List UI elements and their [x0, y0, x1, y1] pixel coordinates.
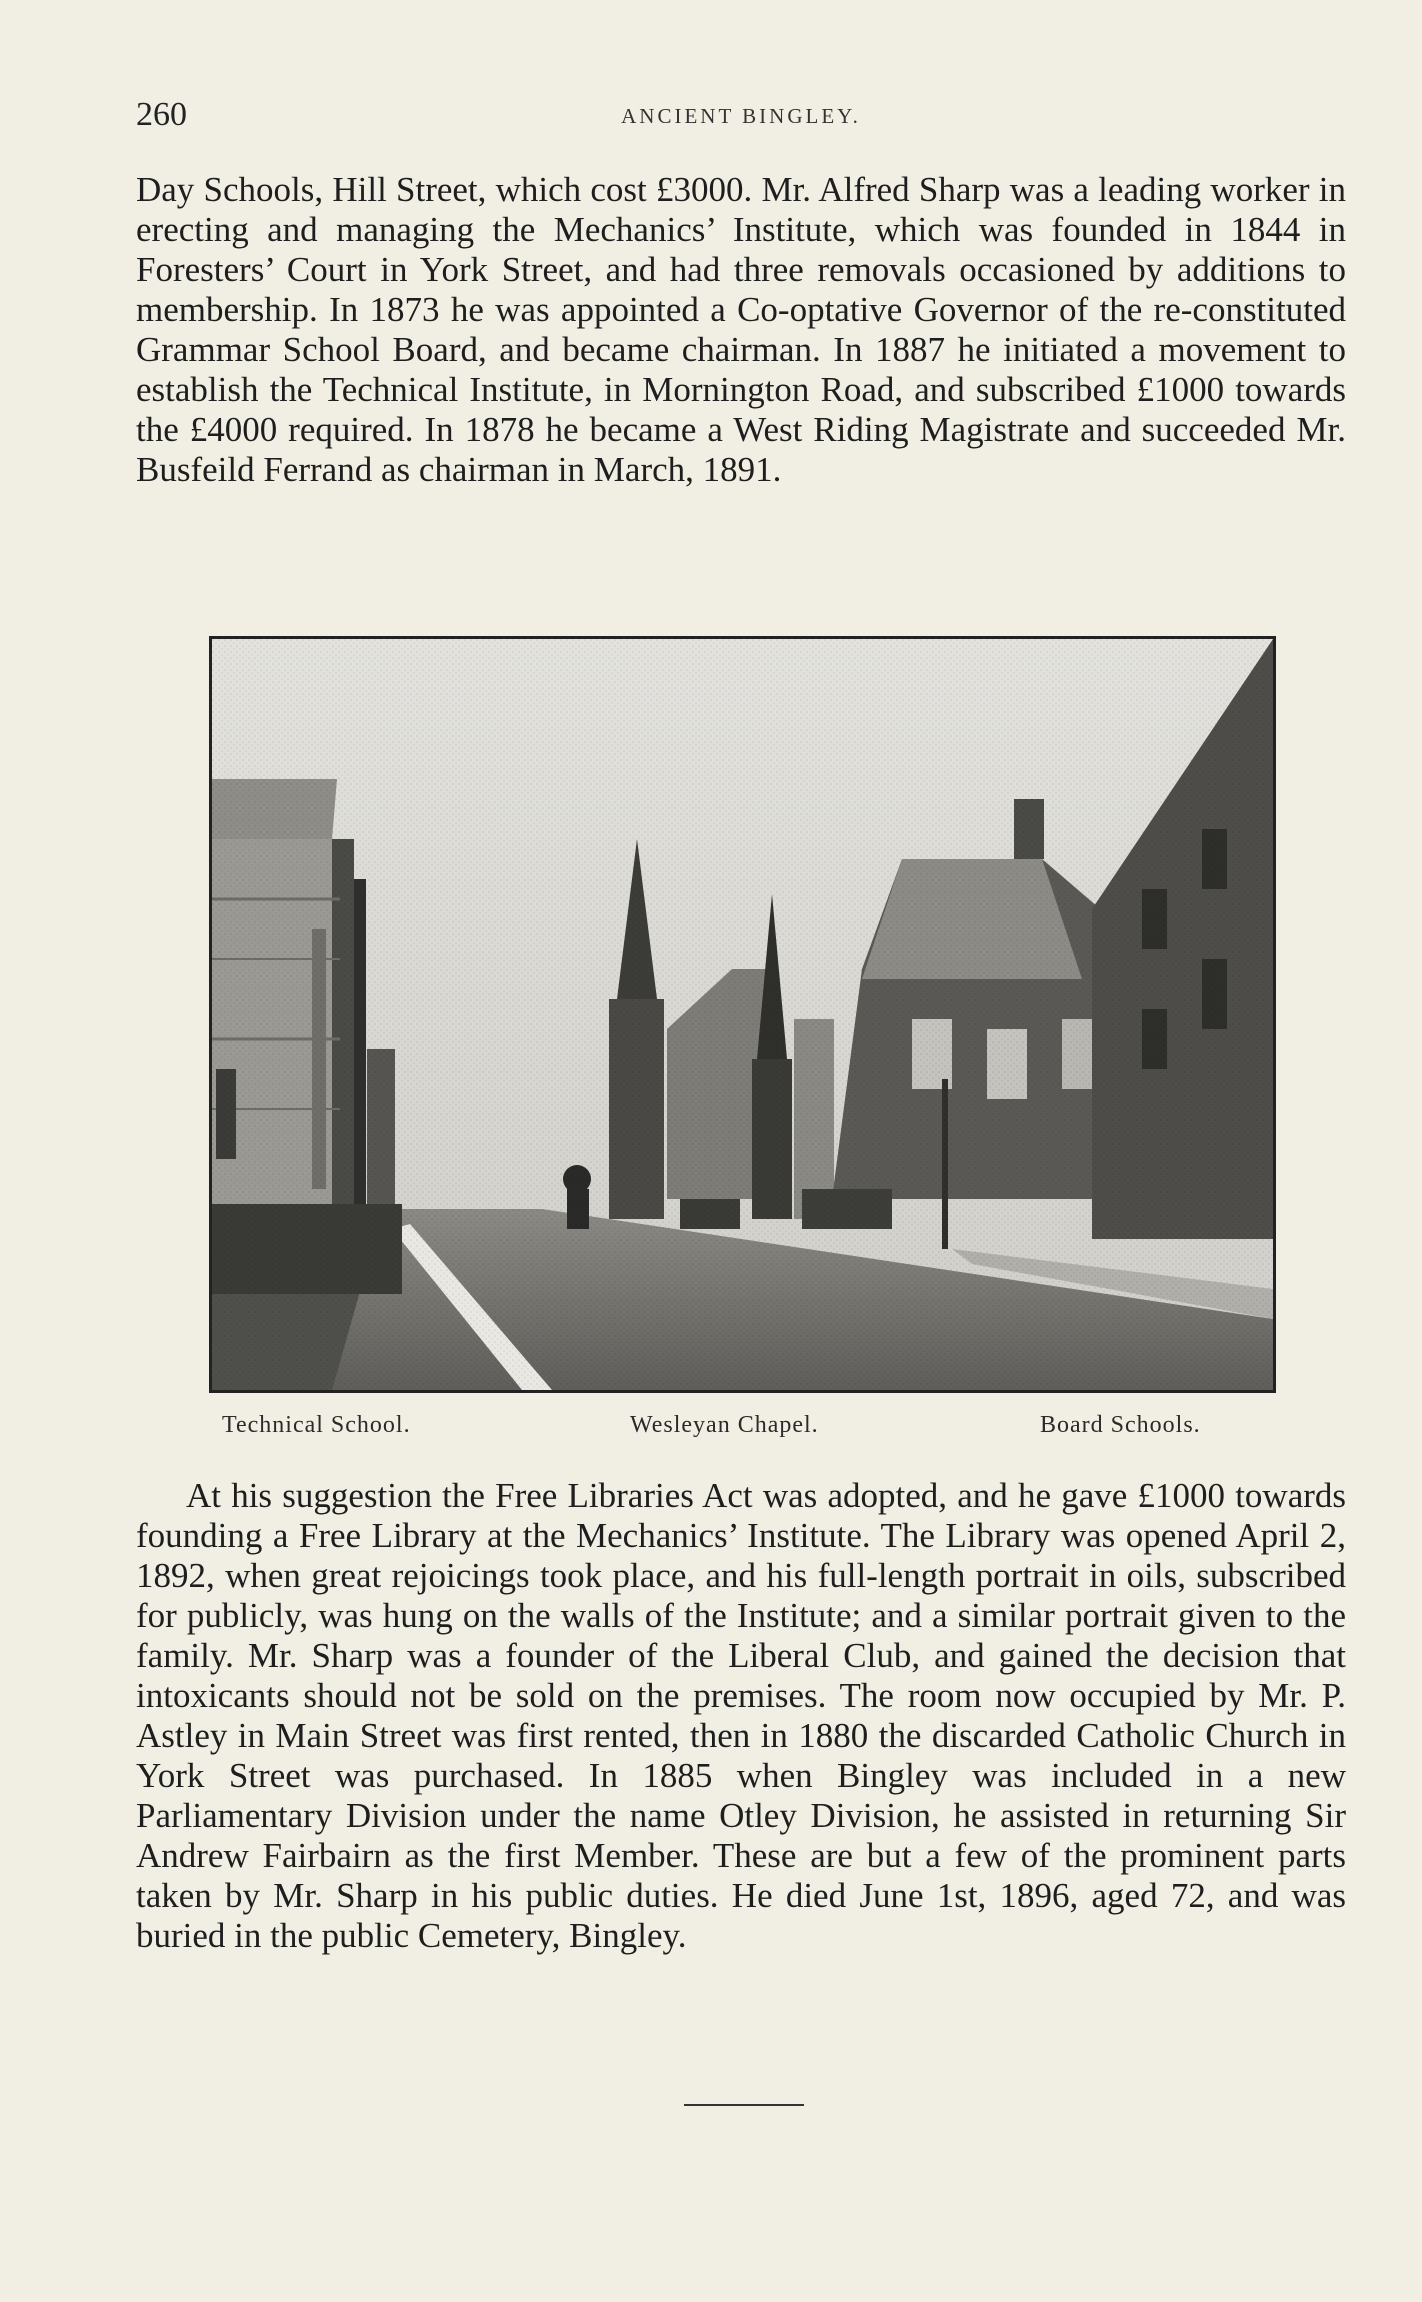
- paragraph-2: At his suggestion the Free Libraries Act was adopted, and he gave £1000 towards founding a Free Library at the Mechanics’ Institute. The Library was opened April 2, 1892, when great rejoicings took place, and his full-length portrait in oils, subscribed for publicly, was hung on the walls of the Institute; and a similar portrait given to the family. Mr. Sharp was a founder of the Liberal Club, and gained the decision that intoxicants should not be sold on the premises. The room now occupied by Mr. P. Astley in Main Street was first rented, then in 1880 the discarded Catholic Church in York Street was purchased. In 1885 when Bingley was included in a new Parliamentary Division under the name Otley Division, he assisted in returning Sir Andrew Fairbairn as the first Member. These are but a few of the prominent parts taken by Mr. Sharp in his public duties. He died June 1st, 1896, aged 72, and was buried in the public Cemetery, Bingley.: [136, 1476, 1346, 1955]
- page-header: [136, 96, 1346, 142]
- caption-wesleyan-chapel: Wesleyan Chapel.: [630, 1412, 819, 1438]
- caption-board-schools: Board Schools.: [1040, 1412, 1201, 1438]
- end-rule: [684, 2104, 804, 2106]
- caption-technical-school: Technical School.: [222, 1412, 411, 1438]
- street-photograph: [209, 636, 1276, 1393]
- page-number: 260: [136, 96, 187, 133]
- paragraph-1: Day Schools, Hill Street, which cost £3000. Mr. Alfred Sharp was a leading worker in erecting and managing the Mechanics’ Institute, which was founded in 1844 in Foresters’ Court in York Street, and had three removals occasioned by additions to membership. In 1873 he was appointed a Co-optative Governor of the re-constituted Grammar School Board, and became chairman. In 1887 he initiated a movement to establish the Technical Institute, in Mornington Road, and subscribed £1000 towards the £4000 required. In 1878 he became a West Riding Magistrate and succeeded Mr. Busfeild Ferrand as chairman in March, 1891.: [136, 170, 1346, 489]
- running-title: ANCIENT BINGLEY.: [621, 104, 861, 128]
